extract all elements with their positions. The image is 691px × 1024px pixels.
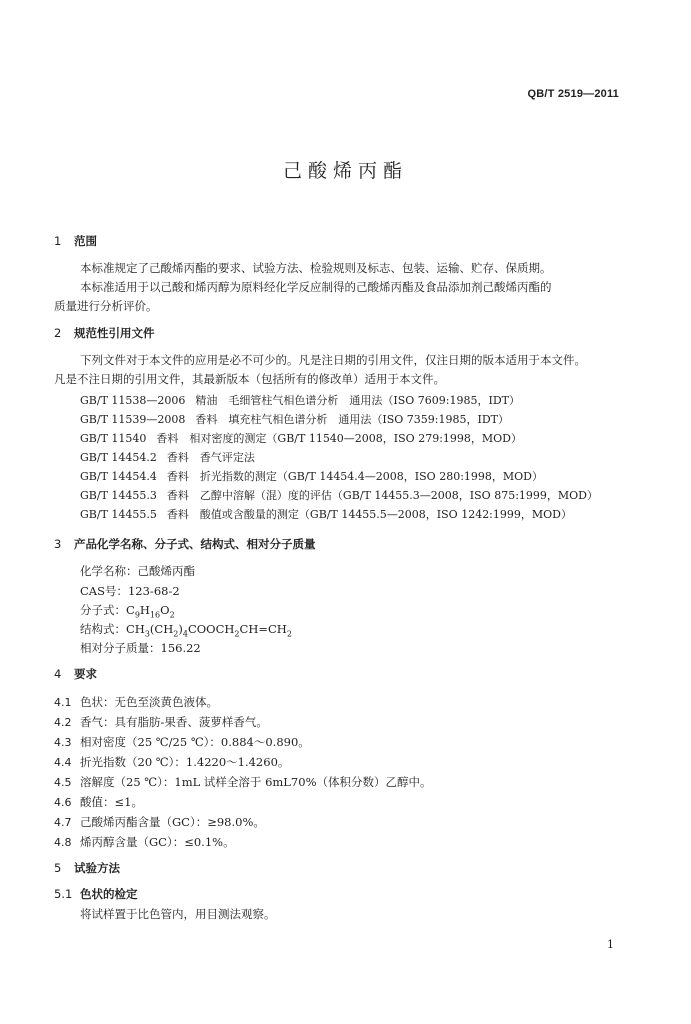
reference-code: GB/T 14454.4 — [80, 470, 157, 483]
requirement-item — [54, 814, 265, 830]
item-text: 香气：具有脂肪-果香、菠萝样香气。 — [80, 715, 268, 729]
reference-code: GB/T 11539—2008 — [80, 413, 186, 426]
section-1-heading — [54, 233, 97, 249]
item-number: 4.1 — [54, 696, 72, 709]
reference-text: 香料 折光指数的测定（GB/T 14454.4—2008，ISO 280:1998，MOD） — [166, 470, 543, 483]
item-text: 己酸烯丙酯含量（GC）：≥98.0%。 — [80, 815, 265, 829]
item-text: 溶解度（25 ℃）：1mL 试样全溶于 6mL70%（体积分数）乙醇中。 — [80, 775, 432, 789]
reference-code: GB/T 11540 — [80, 432, 147, 445]
reference-text: 香料 酸值或含酸量的测定（GB/T 14455.5—2008，ISO 1242:1999，MOD） — [166, 508, 572, 521]
section-number: 3 — [54, 537, 62, 551]
reference-text: 香料 香气评定法 — [166, 451, 255, 464]
reference-text: 香料 乙醇中溶解（混）度的评估（GB/T 14455.3—2008，ISO 875:1999，MOD） — [166, 489, 598, 502]
reference-item — [80, 430, 532, 446]
item-text: 折光指数（20 ℃）：1.4220～1.4260。 — [80, 755, 290, 769]
requirement-item — [54, 774, 432, 790]
reference-code: GB/T 11538—2006 — [80, 394, 186, 407]
cas-number: CAS号：123-68-2 — [80, 584, 180, 598]
molecular-formula: 分子式：$C_9H_{16}O_2$ — [80, 603, 175, 620]
reference-code: GB/T 14455.3 — [80, 489, 157, 502]
item-number: 4.5 — [54, 776, 72, 789]
section-title: 试验方法 — [74, 861, 120, 875]
item-number: 4.4 — [54, 756, 72, 769]
structural-formula: 结构式：$CH_3(CH_2)_4COOCH_2CH=CH_2$ — [80, 622, 292, 639]
reference-item — [80, 411, 519, 427]
section-4-heading — [54, 666, 97, 682]
section-title: 要求 — [74, 667, 97, 681]
reference-item — [80, 506, 582, 522]
subsection-title: 色状的检定 — [80, 887, 138, 901]
reference-code: GB/T 14455.5 — [80, 508, 157, 521]
section-title: 范围 — [74, 234, 97, 248]
reference-text: 精油 毛细管柱气相色谱分析 通用法（ISO 7609:1985，IDT） — [195, 394, 520, 407]
section-1-paragraph-1: 本标准规定了己酸烯丙酯的要求、试验方法、检验规则及标志、包装、运输、贮存、保质期。 — [80, 261, 552, 275]
requirement-item — [54, 714, 268, 730]
item-text: 色状：无色至淡黄色液体。 — [80, 695, 218, 709]
section-1-paragraph-2a: 本标准适用于以己酸和烯丙醇为原料经化学反应制得的己酸烯丙酯及食品添加剂己酸烯丙酯的 — [80, 280, 552, 294]
section-number: 1 — [54, 234, 62, 248]
item-number: 4.3 — [54, 736, 72, 749]
page-number: 1 — [607, 938, 614, 951]
document-title: 己酸烯丙酯 — [282, 160, 408, 182]
structure-label: 结构式： — [80, 622, 126, 636]
section-number: 4 — [54, 667, 62, 681]
section-1-paragraph-2b: 质量进行分析评价。 — [54, 299, 158, 313]
section-2-paragraph-1a: 下列文件对于本文件的应用是必不可少的。凡是注日期的引用文件，仅注日期的版本适用于本文件。 — [80, 353, 586, 367]
item-number: 4.7 — [54, 816, 72, 829]
item-number: 4.2 — [54, 716, 72, 729]
reference-item — [80, 487, 608, 503]
reference-item — [80, 468, 553, 484]
chemical-name: 化学名称：己酸烯丙酯 — [80, 564, 195, 578]
section-number: 5 — [54, 861, 62, 875]
standard-code: QB/T 2519—2011 — [527, 88, 619, 100]
molecular-weight: 相对分子质量：156.22 — [80, 641, 201, 655]
section-2-heading — [54, 325, 155, 341]
section-5-paragraph-1: 将试样置于比色管内，用目测法观察。 — [80, 907, 276, 921]
requirement-item — [54, 734, 310, 750]
requirement-item — [54, 694, 218, 710]
requirement-item — [54, 834, 235, 850]
reference-text: 香料 相对密度的测定（GB/T 11540—2008，ISO 279:1998，MOD） — [156, 432, 522, 445]
section-5-heading — [54, 860, 120, 876]
item-text: 酸值：≤1。 — [80, 795, 143, 809]
reference-code: GB/T 14454.2 — [80, 451, 157, 464]
reference-item — [80, 449, 265, 465]
section-3-heading — [54, 536, 316, 552]
reference-text: 香料 填充柱气相色谱分析 通用法（ISO 7359:1985，IDT） — [195, 413, 509, 426]
item-text: 相对密度（25 ℃/25 ℃）：0.884～0.890。 — [80, 735, 310, 749]
section-title: 产品化学名称、分子式、结构式、相对分子质量 — [74, 537, 316, 551]
requirement-item — [54, 754, 289, 770]
item-number: 4.6 — [54, 796, 72, 809]
item-text: 烯丙醇含量（GC）：≤0.1%。 — [80, 835, 235, 849]
reference-item — [80, 392, 530, 408]
section-title: 规范性引用文件 — [74, 326, 155, 340]
section-number: 2 — [54, 326, 62, 340]
subsection-5-1-heading — [54, 886, 138, 902]
item-number: 4.8 — [54, 836, 72, 849]
subsection-number: 5.1 — [54, 887, 73, 901]
formula-label: 分子式： — [80, 603, 126, 617]
section-2-paragraph-1b: 凡是不注日期的引用文件，其最新版本（包括所有的修改单）适用于本文件。 — [54, 372, 445, 386]
requirement-item — [54, 794, 143, 810]
